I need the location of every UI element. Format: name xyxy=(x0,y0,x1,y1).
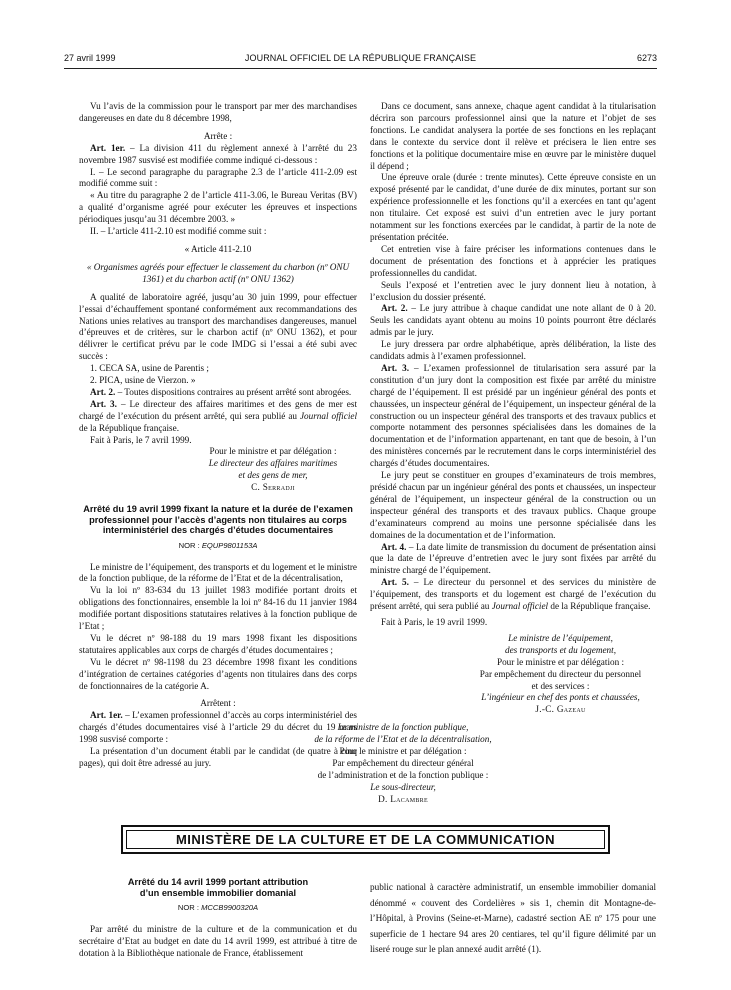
article-2 xyxy=(370,303,656,339)
paragraph: Dans ce document, sans annexe, chaque agent candidat à la titularisation décrira son parcours professionnel ainsi que la nature et l’objet de ses fonctions. Le candidat analysera la portée de ses fonctions en les replaçant dans le contexte du service dont il relève et précisera le lien entre ses fonctions et la politique documentaire mise en œuvre par le ministère duquel il dépend ; xyxy=(370,101,656,171)
article-label: Art. 1er. xyxy=(90,142,126,153)
article-label: Art. 2. xyxy=(381,303,408,314)
article-label: Art. 3. xyxy=(90,398,117,409)
signature-line: de l’administration et de la fonction publique : xyxy=(317,769,489,780)
signature-line: Le directeur des affaires maritimes xyxy=(208,458,338,469)
signature-line: et des services : xyxy=(531,680,590,691)
ministry-title: MINISTÈRE DE LA CULTURE ET DE LA COMMUNICATION xyxy=(175,831,556,847)
article-text: – La division 411 du règlement annexé à l’arrêté du 23 novembre 1987 susvisé est modifiée comme indiqué ci-dessous : xyxy=(79,142,357,165)
decree-title: Arrêté du 19 avril 1999 fixant la nature et la durée de l’examen professionnel pour l’accès d’agents non titulaires au corps interministériel des chargés d’études documentaires xyxy=(83,504,353,536)
article-2 xyxy=(79,387,357,399)
running-header xyxy=(64,53,657,65)
list-item: 2. PICA, usine de Vierzon. » xyxy=(90,375,196,386)
signature-block-equipment xyxy=(370,633,656,716)
paragraph: A qualité de laboratoire agréé, jusqu’au 30 juin 1999, pour effectuer l’essai d’échauffement spontané conformément aux recommandations des Nations unies relatives au transport des marchandises dangereuses, manuel d’épreuves et de critères, sur le charbon actif (nº ONU 1362), et pour délivrer le certificat prévu par le code IMDG si l’essai a été subi avec succès : xyxy=(79,291,357,362)
article-text: – L’examen professionnel de titularisation sera assuré par la constitution d’un jury dont la composition est fixée par arrêté du ministre chargé de l’équipement. Il est présidé par un ingénieur général des ponts et chaussées, un inspecteur général de l’équipement, un inspecteur général de la construction ou un inspecteur général des transports et des travaux publics et comporte notamment des personnes spécialisées dans les domaines de la documentation et de l’information appartenant, en tant que de besoin, à l’un des ministères concernés par le recrutement dans le corps interministériel des chargés d’études documentaires. xyxy=(370,362,656,469)
article-text: – Le directeur du personnel et des services du ministère de l’équipement, des transports et du logement est chargé de l’exécution du présent arrêté, qui sera publié au xyxy=(370,577,656,612)
column-right-bottom xyxy=(370,880,656,958)
article-4 xyxy=(370,542,656,578)
nor-label: NOR : xyxy=(177,903,202,912)
column-left-bottom xyxy=(79,877,357,960)
article-text: – Le jury attribue à chaque candidat une note allant de 0 à 20. Seuls les candidats ayant obtenu au moins 10 points pourront être déclarés admis par le jury. xyxy=(370,303,656,338)
paragraph: II. – L’article 411-2.10 est modifié comme suit : xyxy=(90,226,267,237)
article-label: Art. 2. xyxy=(90,386,116,397)
ministry-banner xyxy=(121,825,610,854)
paragraph: Une épreuve orale (durée : trente minutes). Cette épreuve consiste en un exposé présenté par le candidat, d’une durée de dix minutes, portant sur son expérience professionnelle et les fonctions qu’il a exercées en tant qu’agent non titulaire. Cet exposé est suivi d’un entretien avec le jury portant notamment sur les fonctions exercées par le candidat, à partir de la note de présentation précitée. xyxy=(370,172,656,242)
signature-line: Pour le ministre et par délégation : xyxy=(339,746,467,757)
signatory-name: J.-C. Gazeau xyxy=(535,704,586,715)
paragraph: Vu la loi nº 83-634 du 13 juillet 1983 modifiée portant droits et obligations des fonctionnaires, ensemble la loi nº 84-16 du 11 janvier 1984 modifiée portant dispositions statutaires relatives à la fonction publique de l’Etat ; xyxy=(79,585,357,632)
article-3 xyxy=(370,363,656,470)
paragraph: Vu l’avis de la commission pour le transport par mer des marchandises dangereuses en date du 8 décembre 1998, xyxy=(79,101,357,123)
paragraph: Le jury dressera par ordre alphabétique, après délibération, la liste des candidats admis à l’examen professionnel. xyxy=(370,339,656,362)
paragraph: La présentation d’un document établi par le candidat (de quatre à cinq pages), qui doit être adressé au jury. xyxy=(79,746,357,768)
article-label: Art. 4. xyxy=(381,541,407,552)
header-journal-title: JOURNAL OFFICIEL DE LA RÉPUBLIQUE FRANÇAISE xyxy=(244,53,477,63)
nor-label: NOR : xyxy=(178,540,202,550)
article-text: – Le directeur des affaires maritimes et des gens de mer est chargé de l’exécution du présent arrêté, qui sera publié au xyxy=(79,398,357,421)
signature-line: et des gens de mer, xyxy=(238,470,308,481)
article-label: Art. 5. xyxy=(381,577,409,588)
article-text: – Toutes dispositions contraires au présent arrêté sont abrogées. xyxy=(115,386,352,397)
signature-line: de la réforme de l’Etat et de la décentralisation, xyxy=(314,734,492,745)
article-5 xyxy=(370,577,656,613)
quote: « Au titre du paragraphe 2 de l’article 411-3.06, le Bureau Veritas (BV) a qualité d’organisme agréé pour exécuter les épreuves et inspections périodiques jusqu’au 31 décembre 2003. » xyxy=(79,190,357,225)
article-label: Art. 1er. xyxy=(90,710,123,721)
signature-block xyxy=(79,446,357,494)
signatory-name: D. Lacambre xyxy=(378,793,428,804)
article-text: de la République française. xyxy=(79,422,179,433)
signatory-name: C. Serradji xyxy=(251,482,295,493)
signature-line: Le ministre de l’équipement, xyxy=(508,632,613,643)
nor-number: MCCB9900320A xyxy=(201,903,259,912)
journal-name: Journal officiel xyxy=(299,410,358,421)
nor-reference xyxy=(79,902,357,914)
section-heading: « Organismes agréés pour effectuer le classement du charbon (nº ONU 1361) et du charbon actif (nº ONU 1362) xyxy=(86,261,350,284)
signature-line: Pour le ministre et par délégation : xyxy=(496,656,625,667)
signature-line: Pour le ministre et par délégation : xyxy=(209,446,337,457)
decree-title: Arrêté du 14 avril 1999 portant attribution d’un ensemble immobilier domanial xyxy=(127,877,309,898)
article-1 xyxy=(79,143,357,167)
signature-line: Par empêchement du directeur du personnel xyxy=(479,668,642,679)
article-text: – La date limite de transmission du document de présentation ainsi que la date de l’épreuve d’entretien avec le jury sont fixées par arrêté du ministre chargé de l’équipement. xyxy=(370,541,657,576)
paragraph: Vu le décret nº 98-1198 du 23 décembre 1998 fixant les conditions d’intégration de certaines catégories d’agents non titulaires dans des corps de fonctionnaires de la catégorie A. xyxy=(79,656,357,691)
arretent-heading: Arrêtent : xyxy=(200,698,236,709)
journal-name: Journal officiel xyxy=(491,601,549,612)
article-text: – L’examen professionnel d’accès au corps interministériel des chargés d’études documentaires visé à l’article 29 du décret du 19 mars 1998 susvisé comporte : xyxy=(79,710,357,745)
signature-line: Le ministre de la fonction publique, xyxy=(337,722,469,733)
nor-number: EQUP9801153A xyxy=(201,540,258,550)
nor-reference xyxy=(79,540,357,552)
signature-block-fonction-publique xyxy=(298,722,508,805)
article-text: de la République française. xyxy=(548,601,651,612)
paragraph: Le ministre de l’équipement, des transports et du logement et le ministre de la fonction publique, de la réforme de l’Etat et de la décentralisation, xyxy=(79,561,357,584)
column-left-top xyxy=(79,101,357,770)
column-right-top xyxy=(314,101,657,806)
paragraph: I. – Le second paragraphe du paragraphe 2.3 de l’article 411-2.09 est modifié comme suit : xyxy=(79,166,357,189)
header-rule xyxy=(64,68,657,69)
signature-line: Par empêchement du directeur général xyxy=(332,757,474,768)
paragraph: Cet entretien vise à faire préciser les informations contenues dans le document de présentation des fonctions et à apprécier les pratiques professionnelles du candidat. xyxy=(370,243,656,278)
paragraph: Seuls l’exposé et l’entretien avec le jury donnent lieu à notation, à l’exclusion du dossier présenté. xyxy=(370,279,656,302)
header-page-number: 6273 xyxy=(636,53,657,63)
list-item: 1. CECA SA, usine de Parentis ; xyxy=(90,363,209,374)
signature-date: Fait à Paris, le 19 avril 1999. xyxy=(381,616,488,627)
signature-line: des transports et du logement, xyxy=(504,644,616,655)
paragraph: public national à caractère administratif, un ensemble immobilier domanial dénommé « couvent des Cordelières » sis 1, chemin dit Montagne-de-l’Hôpital, à Provins (Seine-et-Marne), cadastré section AE nº 175 pour une superficie de 1 hectare 94 ares 20 centiares, tel qu’il figure délimité par un liseré rouge sur le plan annexé audit arrêté (1). xyxy=(370,882,656,954)
header-date: 27 avril 1999 xyxy=(64,53,116,63)
paragraph: Par arrêté du ministre de la culture et de la communication et du secrétaire d’Etat au budget en date du 14 avril 1999, est attribué à titre de dotation à la Bibliothèque nationale de France, établissement xyxy=(79,923,357,958)
article-3 xyxy=(79,399,357,435)
article-heading: « Article 411-2.10 xyxy=(184,243,252,254)
signature-line: L’ingénieur en chef des ponts et chaussées, xyxy=(481,692,640,703)
paragraph: Vu le décret nº 98-188 du 19 mars 1998 fixant les dispositions statutaires applicables aux corps de chargés d’études documentaires ; xyxy=(79,632,357,655)
arrete-heading: Arrête : xyxy=(203,130,233,141)
signature-line: Le sous-directeur, xyxy=(370,781,436,792)
signature-date: Fait à Paris, le 7 avril 1999. xyxy=(90,434,192,445)
article-label: Art. 3. xyxy=(381,362,409,373)
paragraph: Le jury peut se constituer en groupes d’examinateurs de trois membres, présidé chacun par un ingénieur général des ponts et chaussées, un inspecteur général de l’équipement, un inspecteur général de la construction ou un inspecteur général des transports et des travaux publics. Chaque groupe d’examinateurs comprend au moins une personne spécialisée dans les domaines de la documentation et de l’information. xyxy=(370,470,656,540)
